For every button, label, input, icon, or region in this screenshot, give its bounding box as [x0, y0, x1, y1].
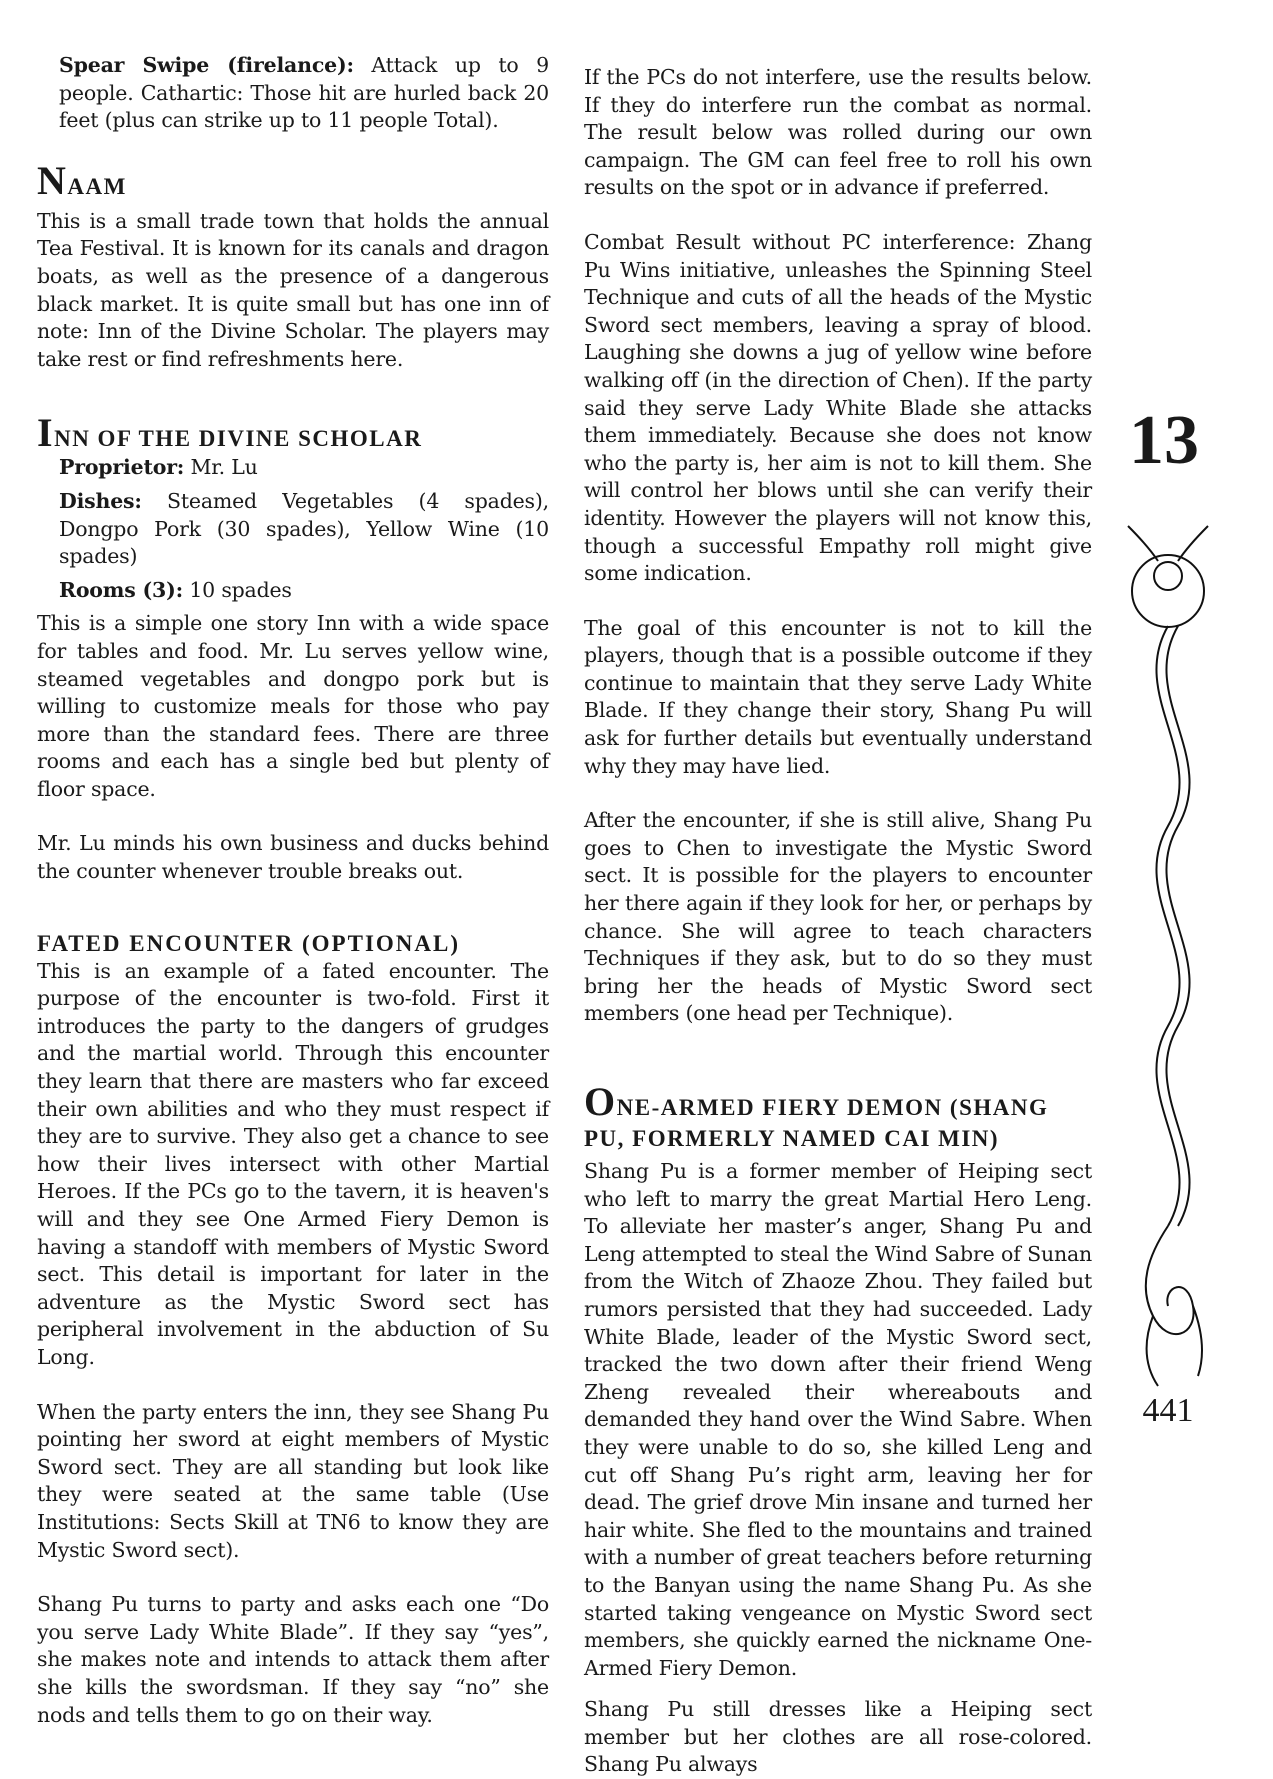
spear-swipe-text: Attack up to 9 people. Cathartic: Those hit are hurled back 20 feet (plus can strike up to 11 people Total).	[59, 53, 549, 133]
spear-swipe-entry	[37, 52, 549, 135]
page-number: 441	[1142, 1392, 1194, 1429]
after-encounter-paragraph: After the encounter, if she is still alive, Shang Pu goes to Chen to investigate the Mystic Sword sect. It is possible for the players to encounter her there again if they look for her, or perhaps by chance. She will agree to teach characters Techniques if they ask, but to do so they must bring her the heads of Mystic Sword sect members (one head per Technique).	[584, 808, 1092, 1026]
chapter-number: 13	[1129, 402, 1199, 479]
demon-heading: ONE-ARMED FIERY DEMON (SHANG PU, FORMERLY NAMED CAI MIN)	[584, 1079, 1049, 1151]
interference-paragraph: If the PCs do not interfere, use the results below. If they do interfere run the combat as normal. The result below was rolled during our own campaign. The GM can feel free to roll his own results on the spot or in advance if preferred.	[584, 65, 1092, 200]
inn-description: This is a simple one story Inn with a wide space for tables and food. Mr. Lu serves yellow wine, steamed vegetables and dongpo pork but is willing to customize meals for those who pay more than the standard fees. There are three rooms and each has a single bed but plenty of floor space.	[37, 611, 549, 801]
fated-encounter-p3: Shang Pu turns to party and asks each one “Do you serve Lady White Blade”. If they say “yes”, she makes note and intends to attack them after she kills the swordsman. If they say “no” she nods and tells them to go on their way.	[37, 1592, 549, 1727]
fated-encounter-p1: This is an example of a fated encounter. The purpose of the encounter is two-fold. First it introduces the party to the dangers of grudges and the martial world. Through this encounter they learn that there are masters who far exceed their own abilities and who they must respect if they are to survive. They also get a chance to see how their lives intersect with other Martial Heroes. If the PCs go to the tavern, it is heaven's will and they see One Armed Fiery Demon is having a standoff with members of Mystic Sword sect. This detail is important for later in the adventure as the Mystic Sword sect has peripheral involvement in the abduction of Su Long.	[37, 958, 549, 1369]
dishes-line: Dishes: Steamed Vegetables (4 spades), Dongpo Pork (30 spades), Yellow Wine (10 spades)	[59, 488, 549, 569]
demon-dress: Shang Pu still dresses like a Heiping sect member but her clothes are all rose-colored. Shang Pu always	[584, 1697, 1092, 1777]
proprietor-line: Proprietor: Mr. Lu	[59, 455, 258, 480]
dragon-illustration	[1108, 516, 1228, 1396]
rooms-line: Rooms (3): 10 spades	[59, 577, 292, 602]
naam-heading: NAAM	[37, 157, 127, 203]
naam-description: This is a small trade town that holds the annual Tea Festival. It is known for its canals and dragon boats, as well as the presence of a dangerous black market. It is quite small but has one inn of note: Inn of the Divine Scholar. The players may take rest or find refreshments here.	[37, 208, 549, 371]
inn-heading: INN OF THE DIVINE SCHOLAR	[37, 410, 423, 456]
inn-mr-lu: Mr. Lu minds his own business and ducks behind the counter whenever trouble breaks out.	[37, 831, 549, 884]
demon-bio: Shang Pu is a former member of Heiping sect who left to marry the great Martial Hero Leng. To alleviate her master’s anger, Shang Pu and Leng attempted to steal the Wind Sabre of Sunan from the Witch of Zhaoze Zhou. They failed but rumors persisted that they had succeeded. Lady White Blade, leader of the Mystic Sword sect, tracked the two down after their friend Weng Zheng revealed their whereabouts and demanded they hand over the Wind Sabre. When they were unable to do so, she killed Leng and cut off Shang Pu’s right arm, leaving her for dead. The grief drove Min insane and turned her hair white. She fled to the mountains and trained with a number of great teachers before returning to the Banyan using the name Shang Pu. As she started taking vengeance on Mystic Sword sect members, she quickly earned the nickname One-Armed Fiery Demon.	[584, 1159, 1092, 1680]
spear-swipe-title: Spear Swipe (firelance):	[59, 53, 354, 77]
fated-encounter-heading: FATED ENCOUNTER (OPTIONAL)	[37, 930, 460, 956]
encounter-goal-paragraph: The goal of this encounter is not to kill the players, though that is a possible outcome if they continue to maintain that they serve Lady White Blade. If they change their story, Shang Pu will ask for further details but eventually understand why they may have lied.	[584, 615, 1092, 778]
right-column	[584, 64, 1092, 1779]
fated-encounter-p2: When the party enters the inn, they see Shang Pu pointing her sword at eight members of Mystic Sword sect. They are all standing but look like they were seated at the same table (Use Institutions: Sects Skill at TN6 to know they are Mystic Sword sect).	[37, 1399, 549, 1562]
left-column	[37, 52, 549, 1729]
combat-result-paragraph: Combat Result without PC interference: Zhang Pu Wins initiative, unleashes the Spinning Steel Technique and cuts of all the heads of the Mystic Sword sect members, leaving a spray of blood. Laughing she downs a jug of yellow wine before walking off (in the direction of Chen). If the party said they serve Lady White Blade she attacks them immediately. Because she does not know who the party is, her aim is not to kill them. She will control her blows until she can verify their identity. However the players will not know this, though a successful Empathy roll might give some indication.	[584, 229, 1092, 586]
